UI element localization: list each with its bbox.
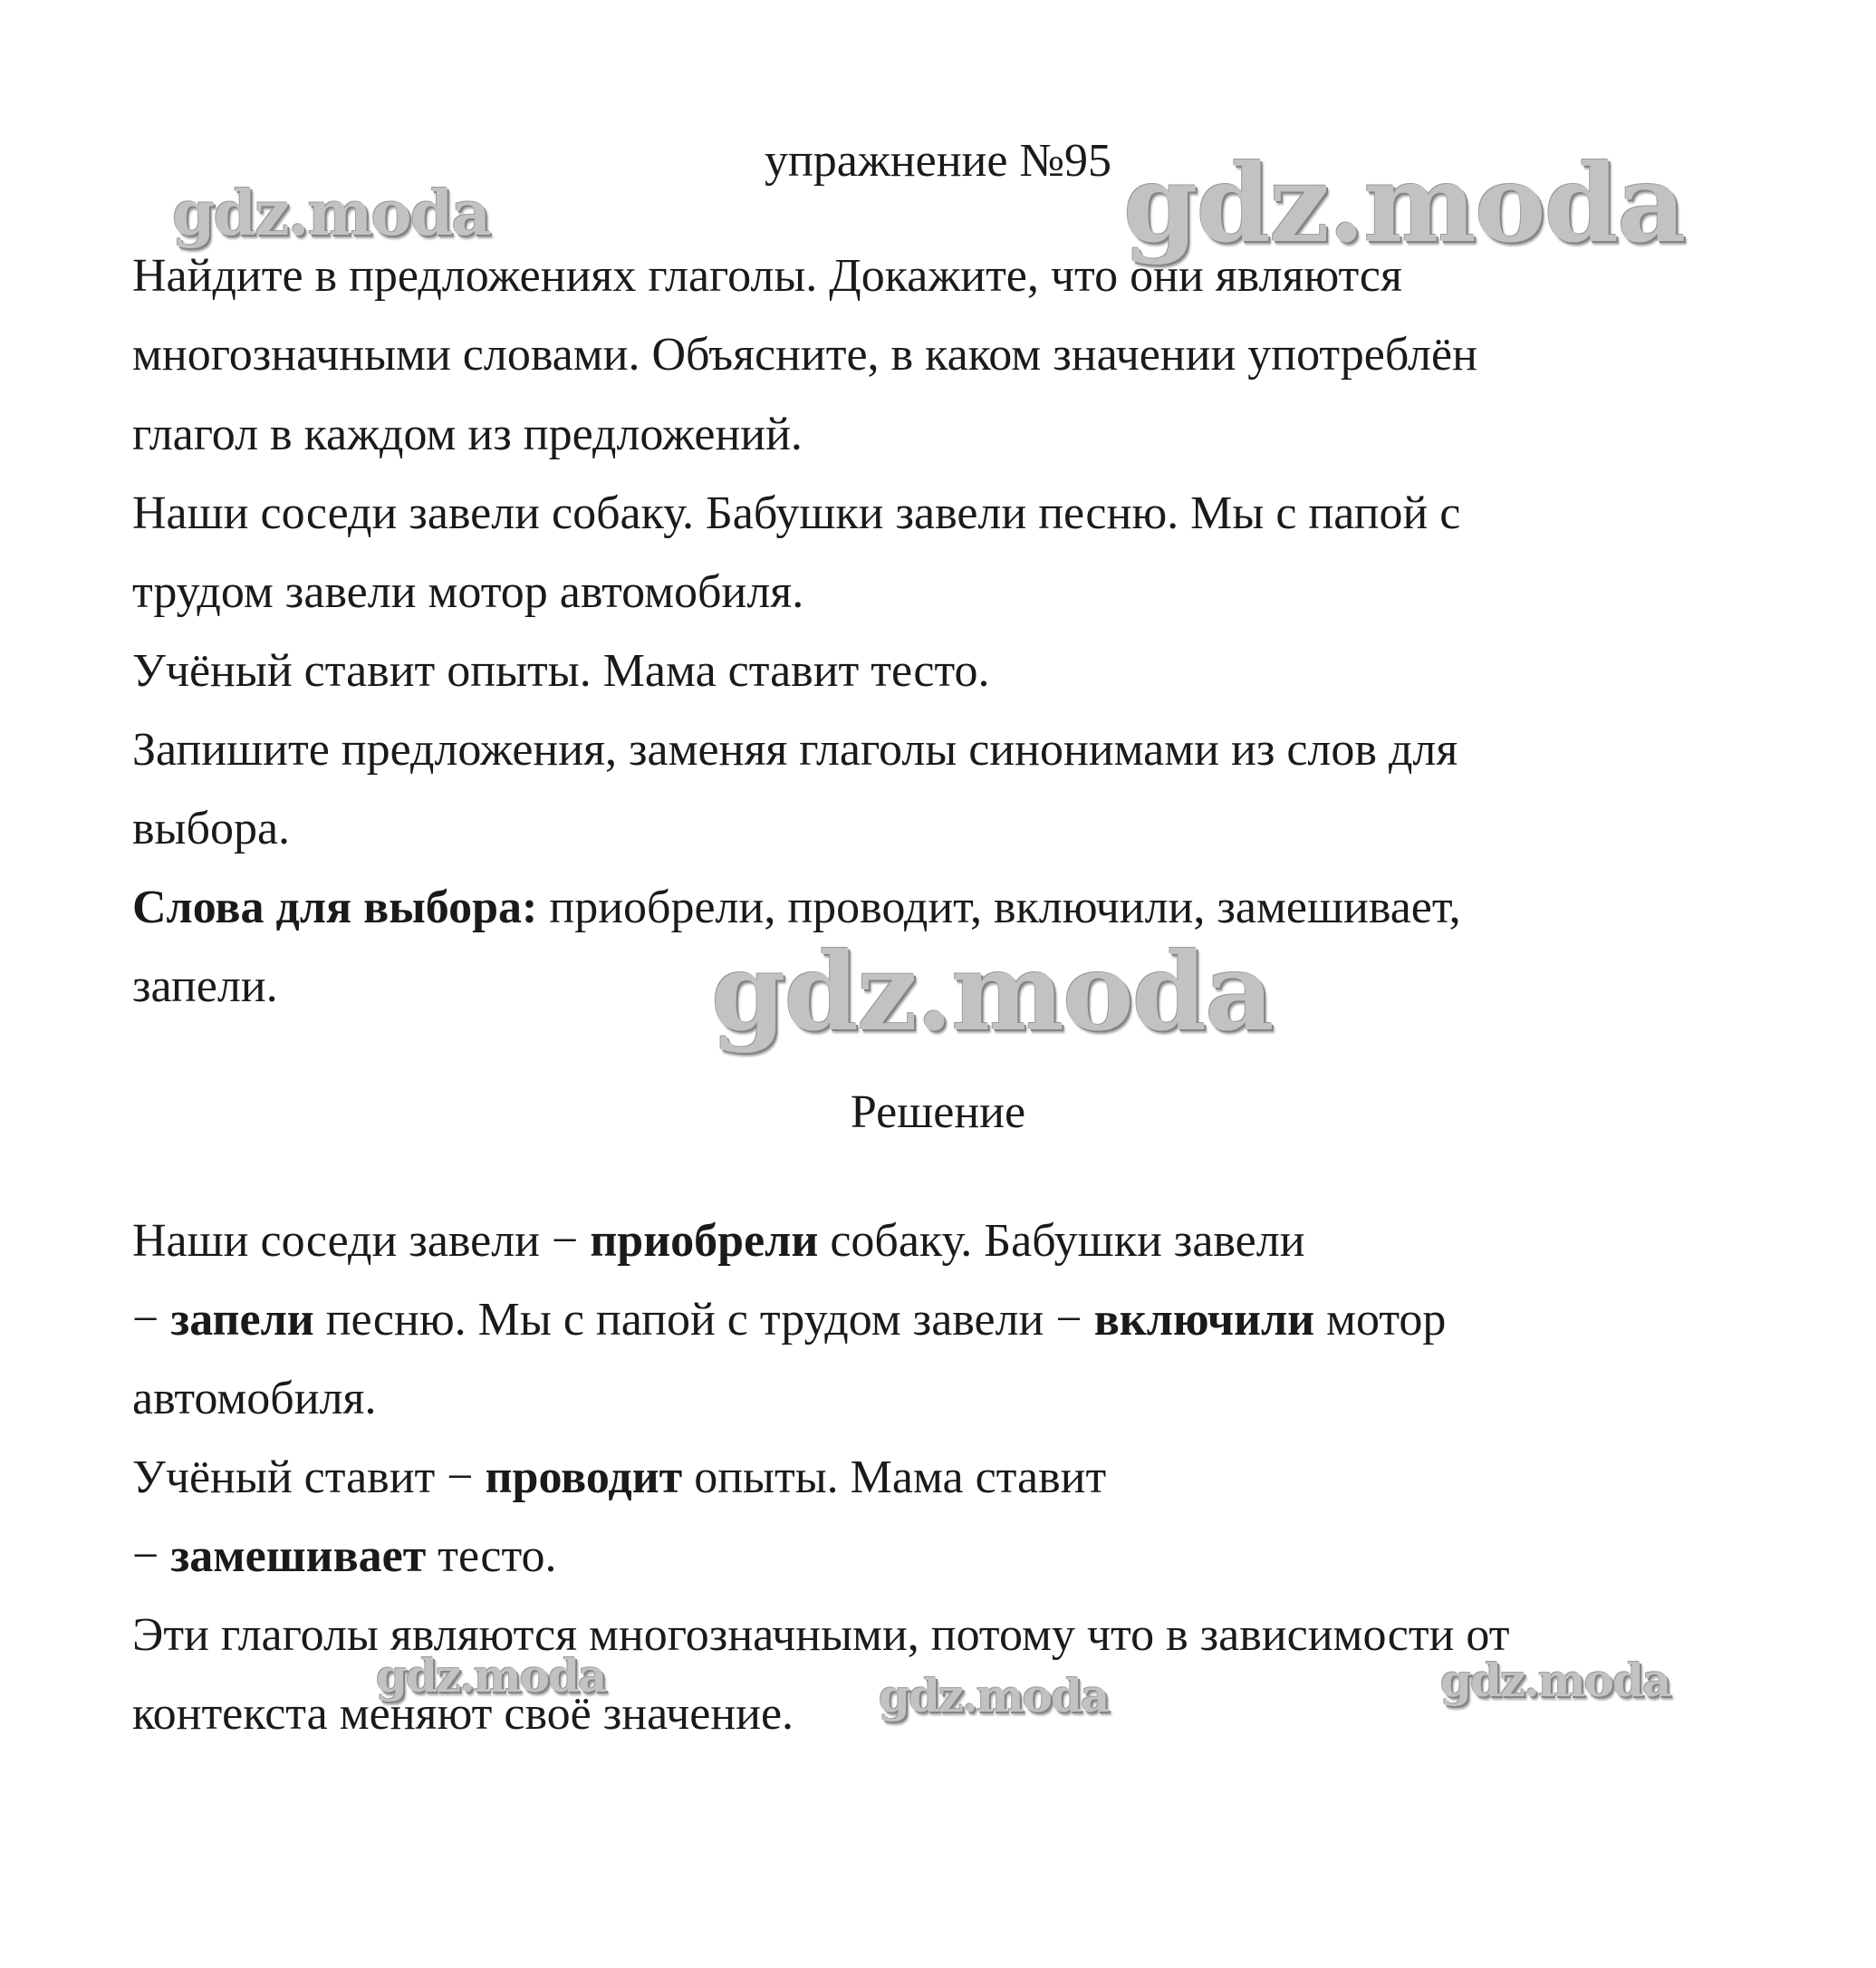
solution-answer: приобрели: [590, 1215, 819, 1267]
watermark-logo: gdz.moda: [172, 178, 490, 250]
watermark-logo: gdz.moda: [1123, 140, 1685, 266]
task-line-7: Запишите предложения, заменяя глаголы синонимами из слов для: [132, 724, 1458, 776]
task-line-2: многозначными словами. Объясните, в каком значении употреблён: [132, 329, 1477, 381]
word-choice-line-1: [132, 881, 1461, 935]
solution-text: −: [132, 1530, 171, 1582]
solution-answer: включили: [1093, 1294, 1315, 1346]
word-choice-words: приобрели, проводит, включили, замешивает,: [537, 882, 1461, 933]
solution-line-4: [132, 1451, 1106, 1505]
solution-line-5: [132, 1529, 557, 1584]
exercise-title: упражнение №95: [764, 135, 1112, 187]
watermark-logo: gdz.moda: [879, 1669, 1109, 1722]
solution-text: Наши соседи завели −: [132, 1215, 591, 1267]
solution-text: −: [132, 1294, 171, 1346]
task-line-8: выбора.: [132, 803, 291, 854]
solution-line-2: [132, 1293, 1446, 1347]
solution-text: Учёный ставит −: [132, 1452, 486, 1503]
solution-text: песню. Мы с папой с трудом завели −: [313, 1294, 1094, 1346]
task-line-3: глагол в каждом из предложений.: [132, 409, 803, 460]
solution-heading: Решение: [850, 1086, 1026, 1138]
word-choice-line-2: запели.: [132, 960, 278, 1012]
solution-line-3: автомобиля.: [132, 1373, 377, 1424]
solution-line-6: Эти глаголы являются многозначными, потому что в зависимости от: [132, 1609, 1510, 1661]
solution-line-1: [132, 1214, 1305, 1269]
task-line-6: Учёный ставит опыты. Мама ставит тесто.: [132, 645, 990, 697]
watermark-logo: gdz.moda: [1440, 1654, 1670, 1707]
task-line-4: Наши соседи завели собаку. Бабушки завели песню. Мы с папой с: [132, 487, 1461, 539]
solution-line-7: контекста меняют своё значение.: [132, 1688, 794, 1740]
solution-text: собаку. Бабушки завели: [818, 1215, 1305, 1267]
task-line-5: трудом завели мотор автомобиля.: [132, 566, 804, 618]
task-line-1: Найдите в предложениях глаголы. Докажите, что они являются: [132, 250, 1402, 302]
solution-answer: замешивает: [170, 1530, 427, 1582]
watermark-logo: gdz.moda: [711, 929, 1273, 1055]
solution-text: мотор: [1314, 1294, 1447, 1346]
solution-answer: запели: [170, 1294, 314, 1346]
watermark-logo: gdz.moda: [376, 1649, 606, 1703]
solution-text: тесто.: [426, 1530, 557, 1582]
solution-text: опыты. Мама ставит: [682, 1452, 1107, 1503]
solution-answer: проводит: [485, 1452, 683, 1503]
word-choice-label: Слова для выбора:: [132, 882, 538, 933]
